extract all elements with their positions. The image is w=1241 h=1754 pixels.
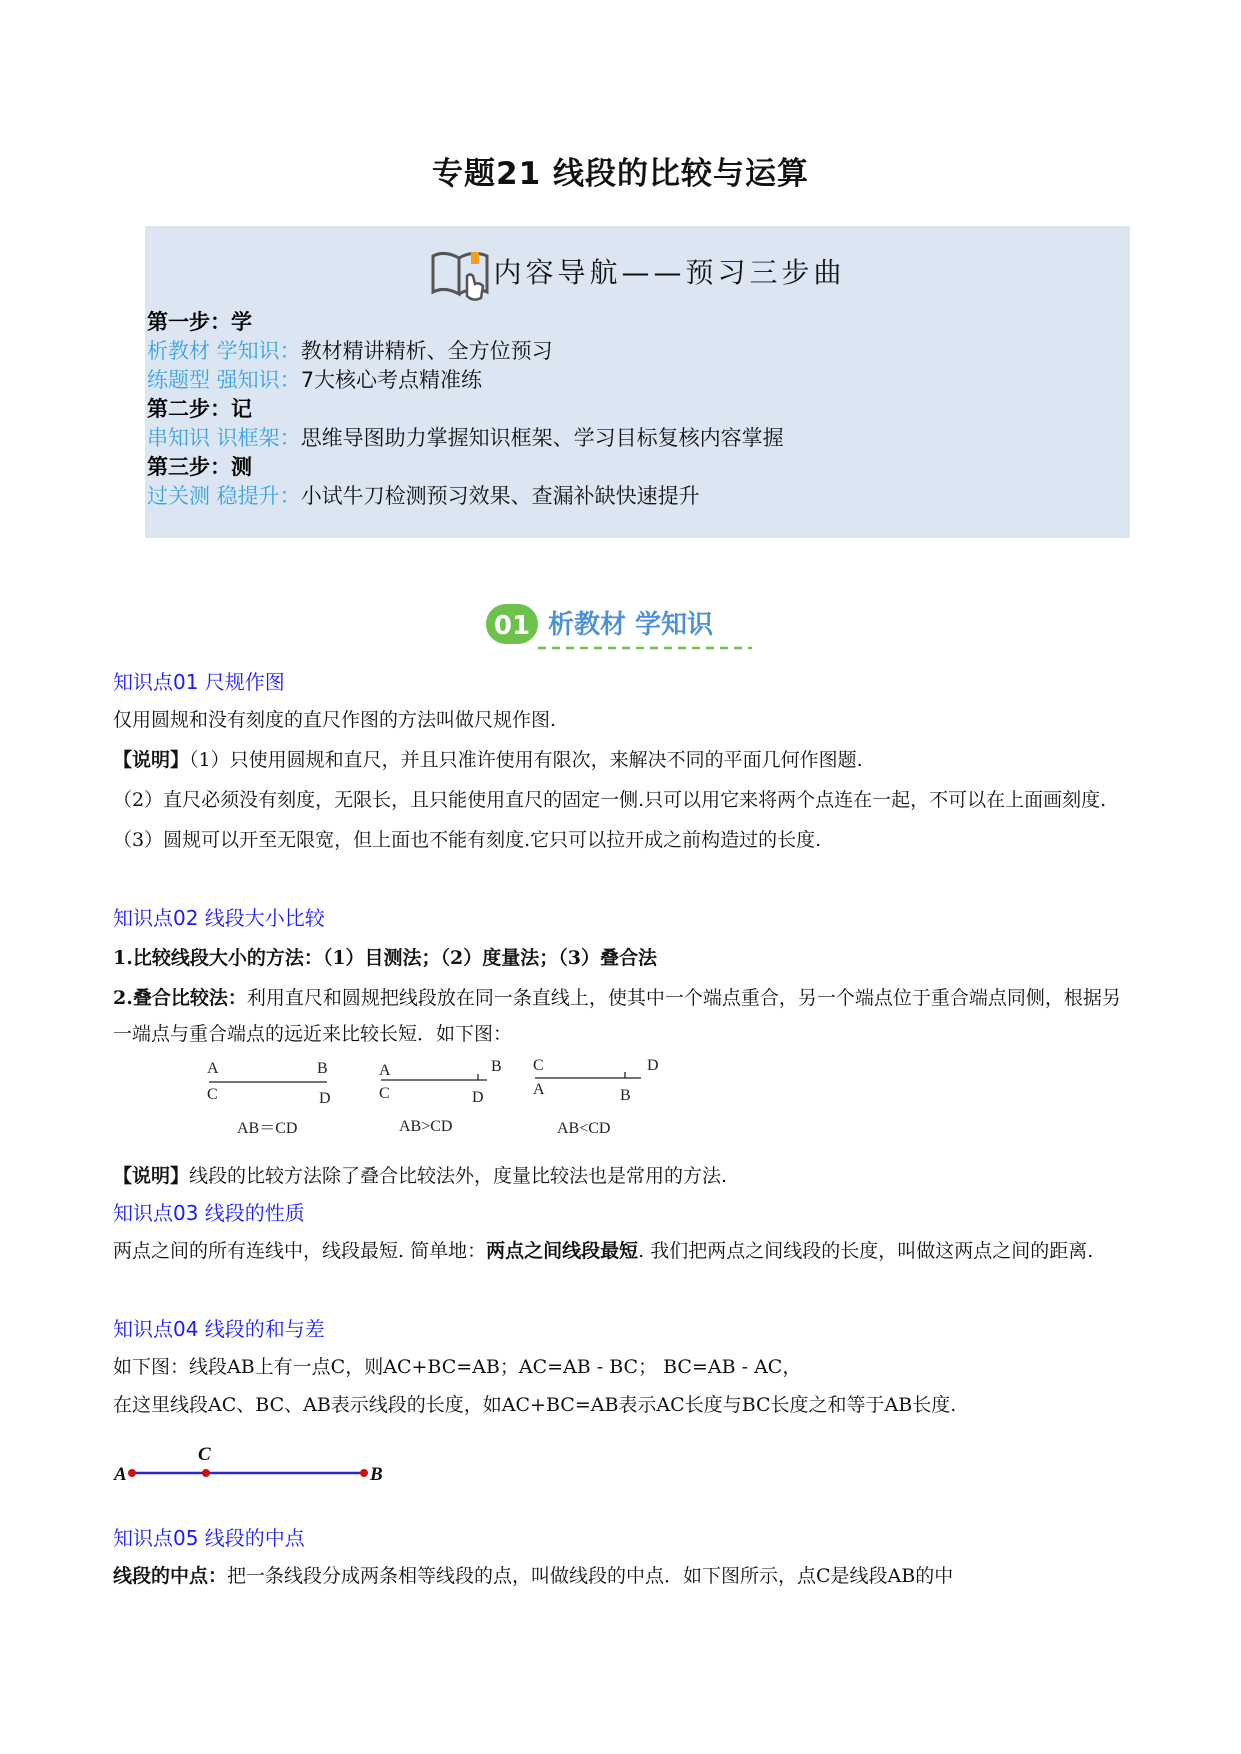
- kp4-p2: 在这里线段AC、BC、AB表示线段的长度，如AC+BC=AB表示AC长度与BC长度之和等于AB长度.: [113, 1394, 957, 1416]
- segment-ab-figure: [112, 1440, 392, 1490]
- svg-text:A: A: [114, 1464, 127, 1485]
- kp2-block: [113, 900, 1129, 1052]
- figure-ab-equal-cd: [207, 1060, 331, 1137]
- comparison-figure: [195, 1055, 675, 1145]
- svg-text:D: D: [319, 1090, 331, 1107]
- kp4-title: 知识点04 线段的和与差: [113, 1317, 325, 1341]
- svg-text:B: B: [620, 1087, 631, 1104]
- svg-text:A: A: [533, 1081, 545, 1098]
- kp2-note: 【说明】线段的比较方法除了叠合比较法外，度量比较法也是常用的方法.: [113, 1165, 728, 1187]
- figure-ab-less-cd: [533, 1057, 659, 1137]
- nav-step-2: 第二步：记: [147, 397, 252, 421]
- kp1-p1: 仅用圆规和没有刻度的直尺作图的方法叫做尺规作图.: [113, 709, 557, 731]
- kp5-p1: 线段的中点：把一条线段分成两条相等线段的点，叫做线段的中点．如下图所示，点C是线段AB的中: [113, 1565, 954, 1587]
- kp3-p1: 两点之间的所有连线中，线段最短. 简单地：两点之间线段最短. 我们把两点之间线段的长度，叫做这两点之间的距离.: [113, 1240, 1094, 1262]
- book-pointer-icon: [429, 246, 491, 302]
- svg-text:D: D: [472, 1089, 484, 1106]
- nav-item-4: 过关测 稳提升：小试牛刀检测预习效果、查漏补缺快速提升: [147, 484, 700, 508]
- kp2-p1: 1.比较线段大小的方法：（1）目测法；（2）度量法；（3）叠合法: [113, 947, 657, 969]
- svg-text:D: D: [647, 1057, 659, 1074]
- point-b: [360, 1469, 368, 1477]
- navigation-heading: [145, 246, 1130, 302]
- figure-ab-greater-cd: [379, 1058, 502, 1135]
- nav-step-1: 第一步：学: [147, 310, 252, 334]
- section-badge: [482, 596, 762, 652]
- section-number: 01: [493, 611, 531, 641]
- svg-text:C: C: [207, 1086, 218, 1103]
- kp2-p2: 2.叠合比较法：利用直尺和圆规把线段放在同一条直线上，使其中一个端点重合，另一个端点位于重合端点同侧，根据另一端点与重合端点的远近来比较长短．如下图：: [113, 987, 1121, 1045]
- svg-text:AB＝CD: AB＝CD: [237, 1120, 298, 1137]
- kp2-title: 知识点02 线段大小比较: [113, 906, 325, 930]
- kp1-p4: （3）圆规可以开至无限宽，但上面也不能有刻度.它只可以拉开成之前构造过的长度.: [113, 829, 822, 851]
- point-a: [128, 1469, 136, 1477]
- section-label: 析教材 学知识: [548, 610, 714, 640]
- kp1-p3: （2）直尺必须没有刻度，无限长，且只能使用直尺的固定一侧.只可以用它来将两个点连在一起，不可以在上面画刻度.: [113, 789, 1107, 811]
- svg-text:C: C: [533, 1057, 544, 1074]
- svg-text:A: A: [207, 1060, 219, 1077]
- nav-item-3: 串知识 识框架：思维导图助力掌握知识框架、学习目标复核内容掌握: [147, 426, 784, 450]
- svg-text:B: B: [370, 1464, 383, 1485]
- svg-text:A: A: [379, 1062, 391, 1079]
- svg-text:C: C: [198, 1444, 211, 1465]
- kp5-title: 知识点05 线段的中点: [113, 1526, 305, 1550]
- svg-text:B: B: [317, 1060, 328, 1077]
- kp3-block: [113, 1195, 1129, 1269]
- nav-item-2: 练题型 强知识：7大核心考点精准练: [147, 368, 483, 392]
- kp1-block: [113, 664, 1129, 858]
- nav-item-1: 析教材 学知识：教材精讲精析、全方位预习: [147, 339, 553, 363]
- kp5-block: [113, 1520, 1129, 1594]
- kp3-title: 知识点03 线段的性质: [113, 1201, 305, 1225]
- page-title: 专题21 线段的比较与运算: [432, 156, 809, 192]
- content-navigation-box: [145, 226, 1130, 538]
- svg-text:B: B: [491, 1058, 502, 1075]
- svg-text:C: C: [379, 1085, 390, 1102]
- svg-text:AB>CD: AB>CD: [399, 1118, 453, 1135]
- kp4-block: [113, 1311, 1129, 1423]
- navigation-heading-text: 内容导航——预习三步曲: [493, 256, 846, 289]
- point-c: [202, 1469, 210, 1477]
- kp1-title: 知识点01 尺规作图: [113, 670, 285, 694]
- kp1-p2: 【说明】（1）只使用圆规和直尺，并且只准许使用有限次，来解决不同的平面几何作图题.: [113, 749, 863, 771]
- navigation-list: [147, 308, 784, 511]
- svg-text:AB<CD: AB<CD: [557, 1120, 611, 1137]
- nav-step-3: 第三步：测: [147, 455, 252, 479]
- kp4-p1: 如下图：线段AB上有一点C，则AC+BC=AB；AC=AB - BC； BC=AB - AC，: [113, 1356, 802, 1378]
